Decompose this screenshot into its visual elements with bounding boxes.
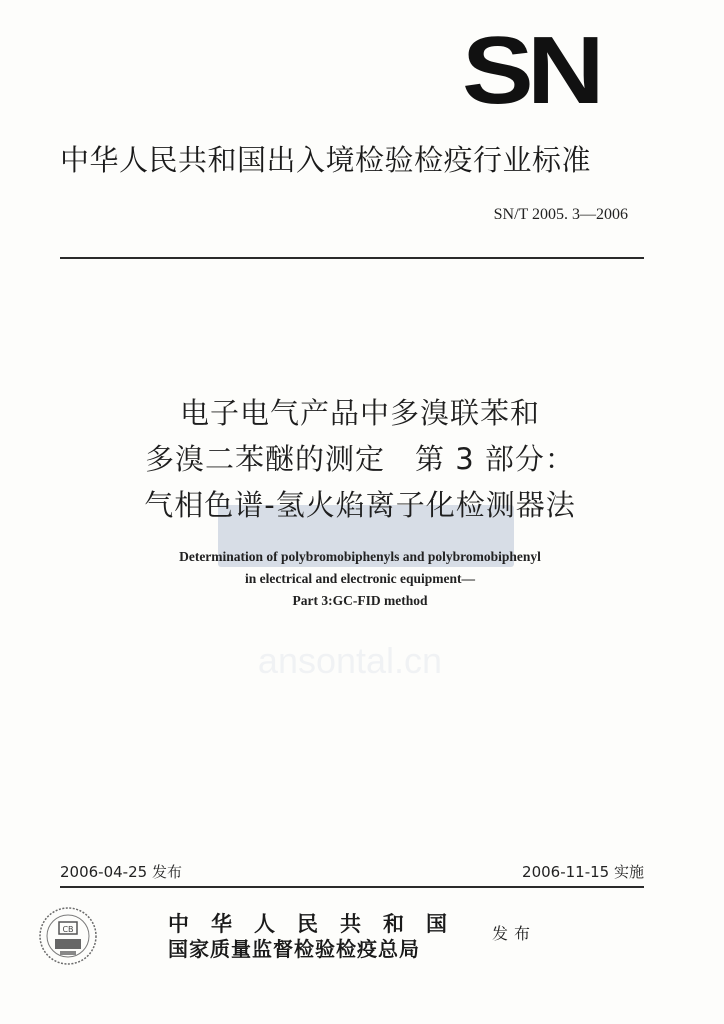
- standard-code: SN/T 2005. 3—2006: [493, 206, 628, 223]
- issuing-authority: [168, 912, 478, 962]
- svg-text:CB: CB: [62, 925, 74, 934]
- issuer-country: 中华人民共和国: [168, 911, 469, 936]
- chinese-title-line-2: 多溴二苯醚的测定 第 3 部分：: [145, 442, 575, 476]
- top-divider: [60, 257, 644, 259]
- chinese-title-line-3: 气相色谱-氢火焰离子化检测器法: [144, 488, 576, 522]
- sn-logo: SN: [462, 17, 598, 124]
- chinese-title-line-1: 电子电气产品中多溴联苯和: [179, 396, 540, 430]
- publish-label: 发布: [492, 924, 537, 943]
- english-title-line-1: Determination of polybromobiphenyls and polybromobiphenyl: [179, 549, 541, 564]
- english-title: [60, 546, 660, 612]
- anti-counterfeit-seal-icon: [38, 906, 98, 966]
- bottom-divider: [60, 886, 644, 888]
- issuer-agency: 国家质量监督检验检疫总局: [168, 937, 420, 961]
- issue-date: 2006-04-25 发布: [60, 863, 182, 881]
- chinese-title: [60, 390, 660, 528]
- organization-title: 中华人民共和国出入境检验检疫行业标准: [60, 143, 592, 177]
- english-title-line-3: Part 3:GC-FID method: [292, 593, 428, 608]
- english-title-line-2: in electrical and electronic equipment—: [245, 571, 475, 586]
- implementation-date: 2006-11-15 实施: [522, 863, 644, 881]
- watermark-text: ansontal.cn: [257, 640, 443, 681]
